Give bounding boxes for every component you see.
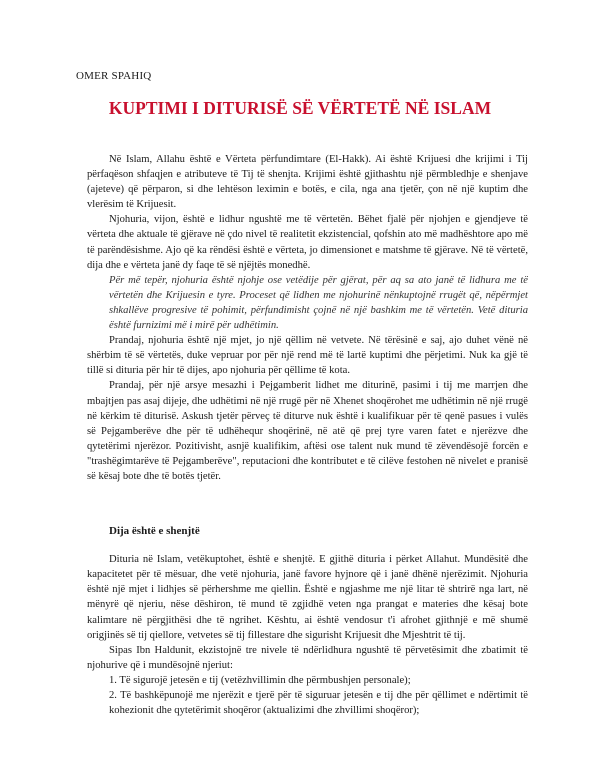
paragraph: Prandaj, njohuria është një mjet, jo një qëllim në vetvete. Në tërësinë e saj, ajo duhet vënë në shërbim të së vërtetës, duke vepruar por për një rend më të lartë kuptimi dhe përjetimi. Nuk ka gjë të tillë si dituria për hir të dijes, apo njohuria për qëllime të kota. (87, 335, 528, 377)
paragraph: Prandaj, për një arsye mesazhi i Pejgamberit lidhet me diturinë, pasimi i tij me marrjen dhe mbajtjen pas asaj dijeje, dhe udhëtimi në një rrugë për në Xhenet shoqërohet me udhëtimin në një rrugë në kërkim të diturisë. Askush tjetër përveç të diturve nuk është i kualifikuar për të qenë pasues i vulës së Pejgamberëve dhe për të udhëhequr shoqërinë, në atë që prej tyre varen fatet e njerëzve dhe qytetërimi njerëzor. Pozitivisht, asnjë kualifikim, aftësi ose talent nuk mund të zëvendësojë forcën e "trashëgimtarëve të Pejgamberëve", reputacioni dhe kontributet e të cilëve festohen në nivelet e pranisë së kësaj bote dhe të botës tjetër. (87, 380, 528, 482)
section-heading: Dija është e shenjtë (109, 525, 200, 538)
block-quote: Për më tepër, njohuria është njohje ose vetëdije për gjërat, për aq sa ato janë të lidhura me të vërtetën dhe Krijuesin e tyre. Proceset që lidhen me njohurinë nënkuptojnë rrugët që, nëpërmjet shkallëve progresive të pohimit, përfundimisht çojnë në një bashkim me të vërtetën. Vetë dituria është furnizimi më i mirë për udhëtimin. (109, 274, 528, 332)
paragraph: Sipas Ibn Haldunit, ekzistojnë tre nivele të ndërlidhura ngushtë të përvetësimit dhe zbatimit të njohurive që i mundësojnë njeriut: (87, 644, 528, 671)
article-title: KUPTIMI I DITURISË SË VËRTETË NË ISLAM (108, 98, 492, 118)
paragraph: Në Islam, Allahu është e Vërteta përfundimtare (El-Hakk). Ai është Krijuesi dhe krijimi i Tij përfaqëson shfaqjen e atributeve të Tij të shenjta. Krijimi është gjithashtu një përmbledhje e shenjave (ajeteve) që përparon, si dhe lehtëson leximin e botës, e cila, nga ana tjetër, çon në një kuptim dhe vlerësim të Krijuesit. (87, 154, 528, 211)
author-name: OMER SPAHIQ (76, 70, 152, 82)
article-body (87, 152, 528, 718)
paragraph: Dituria në Islam, vetëkuptohet, është e shenjtë. E gjithë dituria i përket Allahut. Mundësitë dhe kapacitetet për të mësuar, dhe vetë njohuria, janë favore hyjnore që i janë dhënë njerëzimit. Njohuria është një mjet i lidhjes së përhershme me qiellin. Është e ngjashme me një litar të shtrirë nga lart, në mënyrë që njeriu, nëse dëshiron, të mund të zgjidhë veten nga prangat e materies dhe kësaj bote kalimtare në përgjithësi dhe të ngrihet. Kështu, ai është vendosur t'i afrohet gjithnjë e më shumë origjinës së tij qiellore, vetvetes së tij fillestare dhe sigurisht Krijuesit dhe Mjeshtrit të tij. (87, 554, 528, 641)
paragraph: Njohuria, vijon, është e lidhur ngushtë me të vërtetën. Bëhet fjalë për njohjen e gjendjeve të vërteta dhe aktuale të gjërave në çdo nivel të realitetit ekzistencial, qofshin ato më madhështore apo më të parëndësishme. Ajo që ka rëndësi është e vërteta, jo dimensionet e matshme të gjërave. Në të vërtetë, dija dhe e vërteta janë dy faqe të së njëjtës monedhë. (87, 214, 528, 271)
list-item: 1. Të sigurojë jetesën e tij (vetëzhvillimin dhe përmbushjen personale); (109, 674, 411, 686)
list-item: 2. Të bashkëpunojë me njerëzit e tjerë për të siguruar jetesën e tij dhe për qëllimet e ndërtimit të kohezionit dhe qytetërimit shoqëror (aktualizimi dhe zhvillimi shoqëror); (109, 690, 528, 717)
